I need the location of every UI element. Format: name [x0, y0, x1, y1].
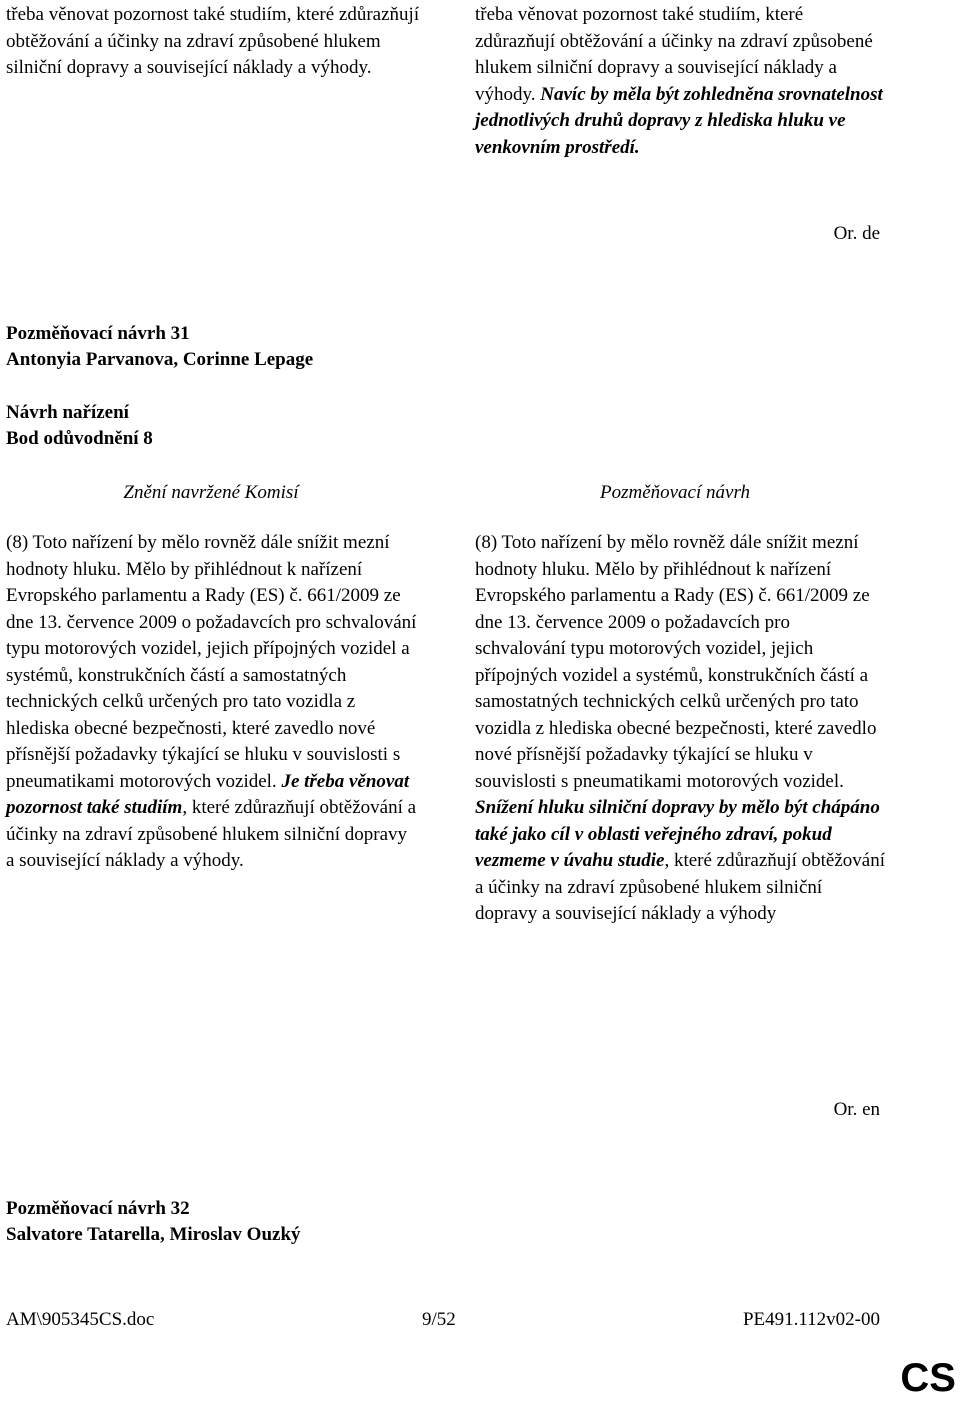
top-left-text: třeba věnovat pozornost také studiím, které zdůrazňují obtěžování a účinky na zdraví způsobené hlukem silniční dopravy a související náklady a výhody.: [6, 4, 420, 78]
amendment-31-title: Pozměňovací návrh 31: [6, 323, 190, 344]
origin-en: Or. en: [833, 1099, 880, 1120]
column-header-amendment: Pozměňovací návrh: [599, 482, 751, 503]
commission-text: [6, 530, 418, 875]
amendment-text-tail: , které zdůrazňují obtěžování a účinky na zdraví způsobené hlukem silniční dopravy a související náklady a výhody: [475, 850, 885, 924]
top-right-text: [475, 2, 885, 161]
top-right-bold: Navíc by měla být zohledněna srovnatelnost jednotlivých druhů dopravy z hlediska hluku ve venkovním prostředí.: [475, 83, 883, 158]
commission-text-tail: , které zdůrazňují obtěžování a účinky na zdraví způsobené hlukem silniční dopravy a související náklady a výhody.: [6, 797, 417, 871]
footer-doc-ref: AM\905345CS.doc: [6, 1309, 155, 1330]
top-right-plain: třeba věnovat pozornost také studiím, které zdůrazňují obtěžování a účinky na zdraví způsobené hlukem silniční dopravy a související náklady a výhody.: [475, 4, 873, 105]
column-header-commission: Znění navržené Komisí: [123, 482, 299, 503]
amendment-31-authors: Antonyia Parvanova, Corinne Lepage: [6, 349, 314, 370]
commission-text-bold: Je třeba věnovat pozornost také studiím: [6, 770, 410, 818]
amendment-text-plain: (8) Toto nařízení by mělo rovněž dále snížit mezní hodnoty hluku. Mělo by přihlédnout k nařízení Evropského parlamentu a Rady (ES) č. 661/2009 ze dne 13. července 2009 o požadavcích pro schvalování typu motorových vozidel, jejich přípojných vozidel a systémů, konstrukčních částí a samostatných technických celků určených pro tato vozidla z hlediska obecné bezpečnosti, které zavedlo nové přísnější požadavky týkající se hluku v souvislosti s pneumatikami motorových vozidel.: [475, 532, 877, 792]
amendment-31-article: Bod odůvodnění 8: [6, 428, 153, 449]
amendment-32-authors: Salvatore Tatarella, Miroslav Ouzký: [6, 1224, 301, 1245]
amendment-32-title: Pozměňovací návrh 32: [6, 1198, 190, 1219]
commission-text-plain: (8) Toto nařízení by mělo rovněž dále snížit mezní hodnoty hluku. Mělo by přihlédnout k nařízení Evropského parlamentu a Rady (ES) č. 661/2009 ze dne 13. července 2009 o požadavcích pro schvalování typu motorových vozidel, jejich přípojných vozidel a systémů, konstrukčních částí a samostatných technických celků určených pro tato vozidla z hlediska obecné bezpečnosti, které zavedlo nové přísnější požadavky týkající se hluku v souvislosti s pneumatikami motorových vozidel.: [6, 532, 417, 792]
amendment-text-bold: Snížení hluku silniční dopravy by mělo být chápáno také jako cíl v oblasti veřejného zdraví, pokud vezmeme v úvahu studie: [475, 797, 880, 871]
footer-pe-ref: PE491.112v02-00: [742, 1309, 880, 1330]
amendment-text: [475, 530, 885, 928]
amendment-31-proposal: Návrh nařízení: [6, 402, 129, 423]
footer-language-code: CS: [900, 1356, 956, 1400]
footer-page-number: 9/52: [422, 1309, 456, 1330]
origin-de: Or. de: [833, 223, 880, 244]
